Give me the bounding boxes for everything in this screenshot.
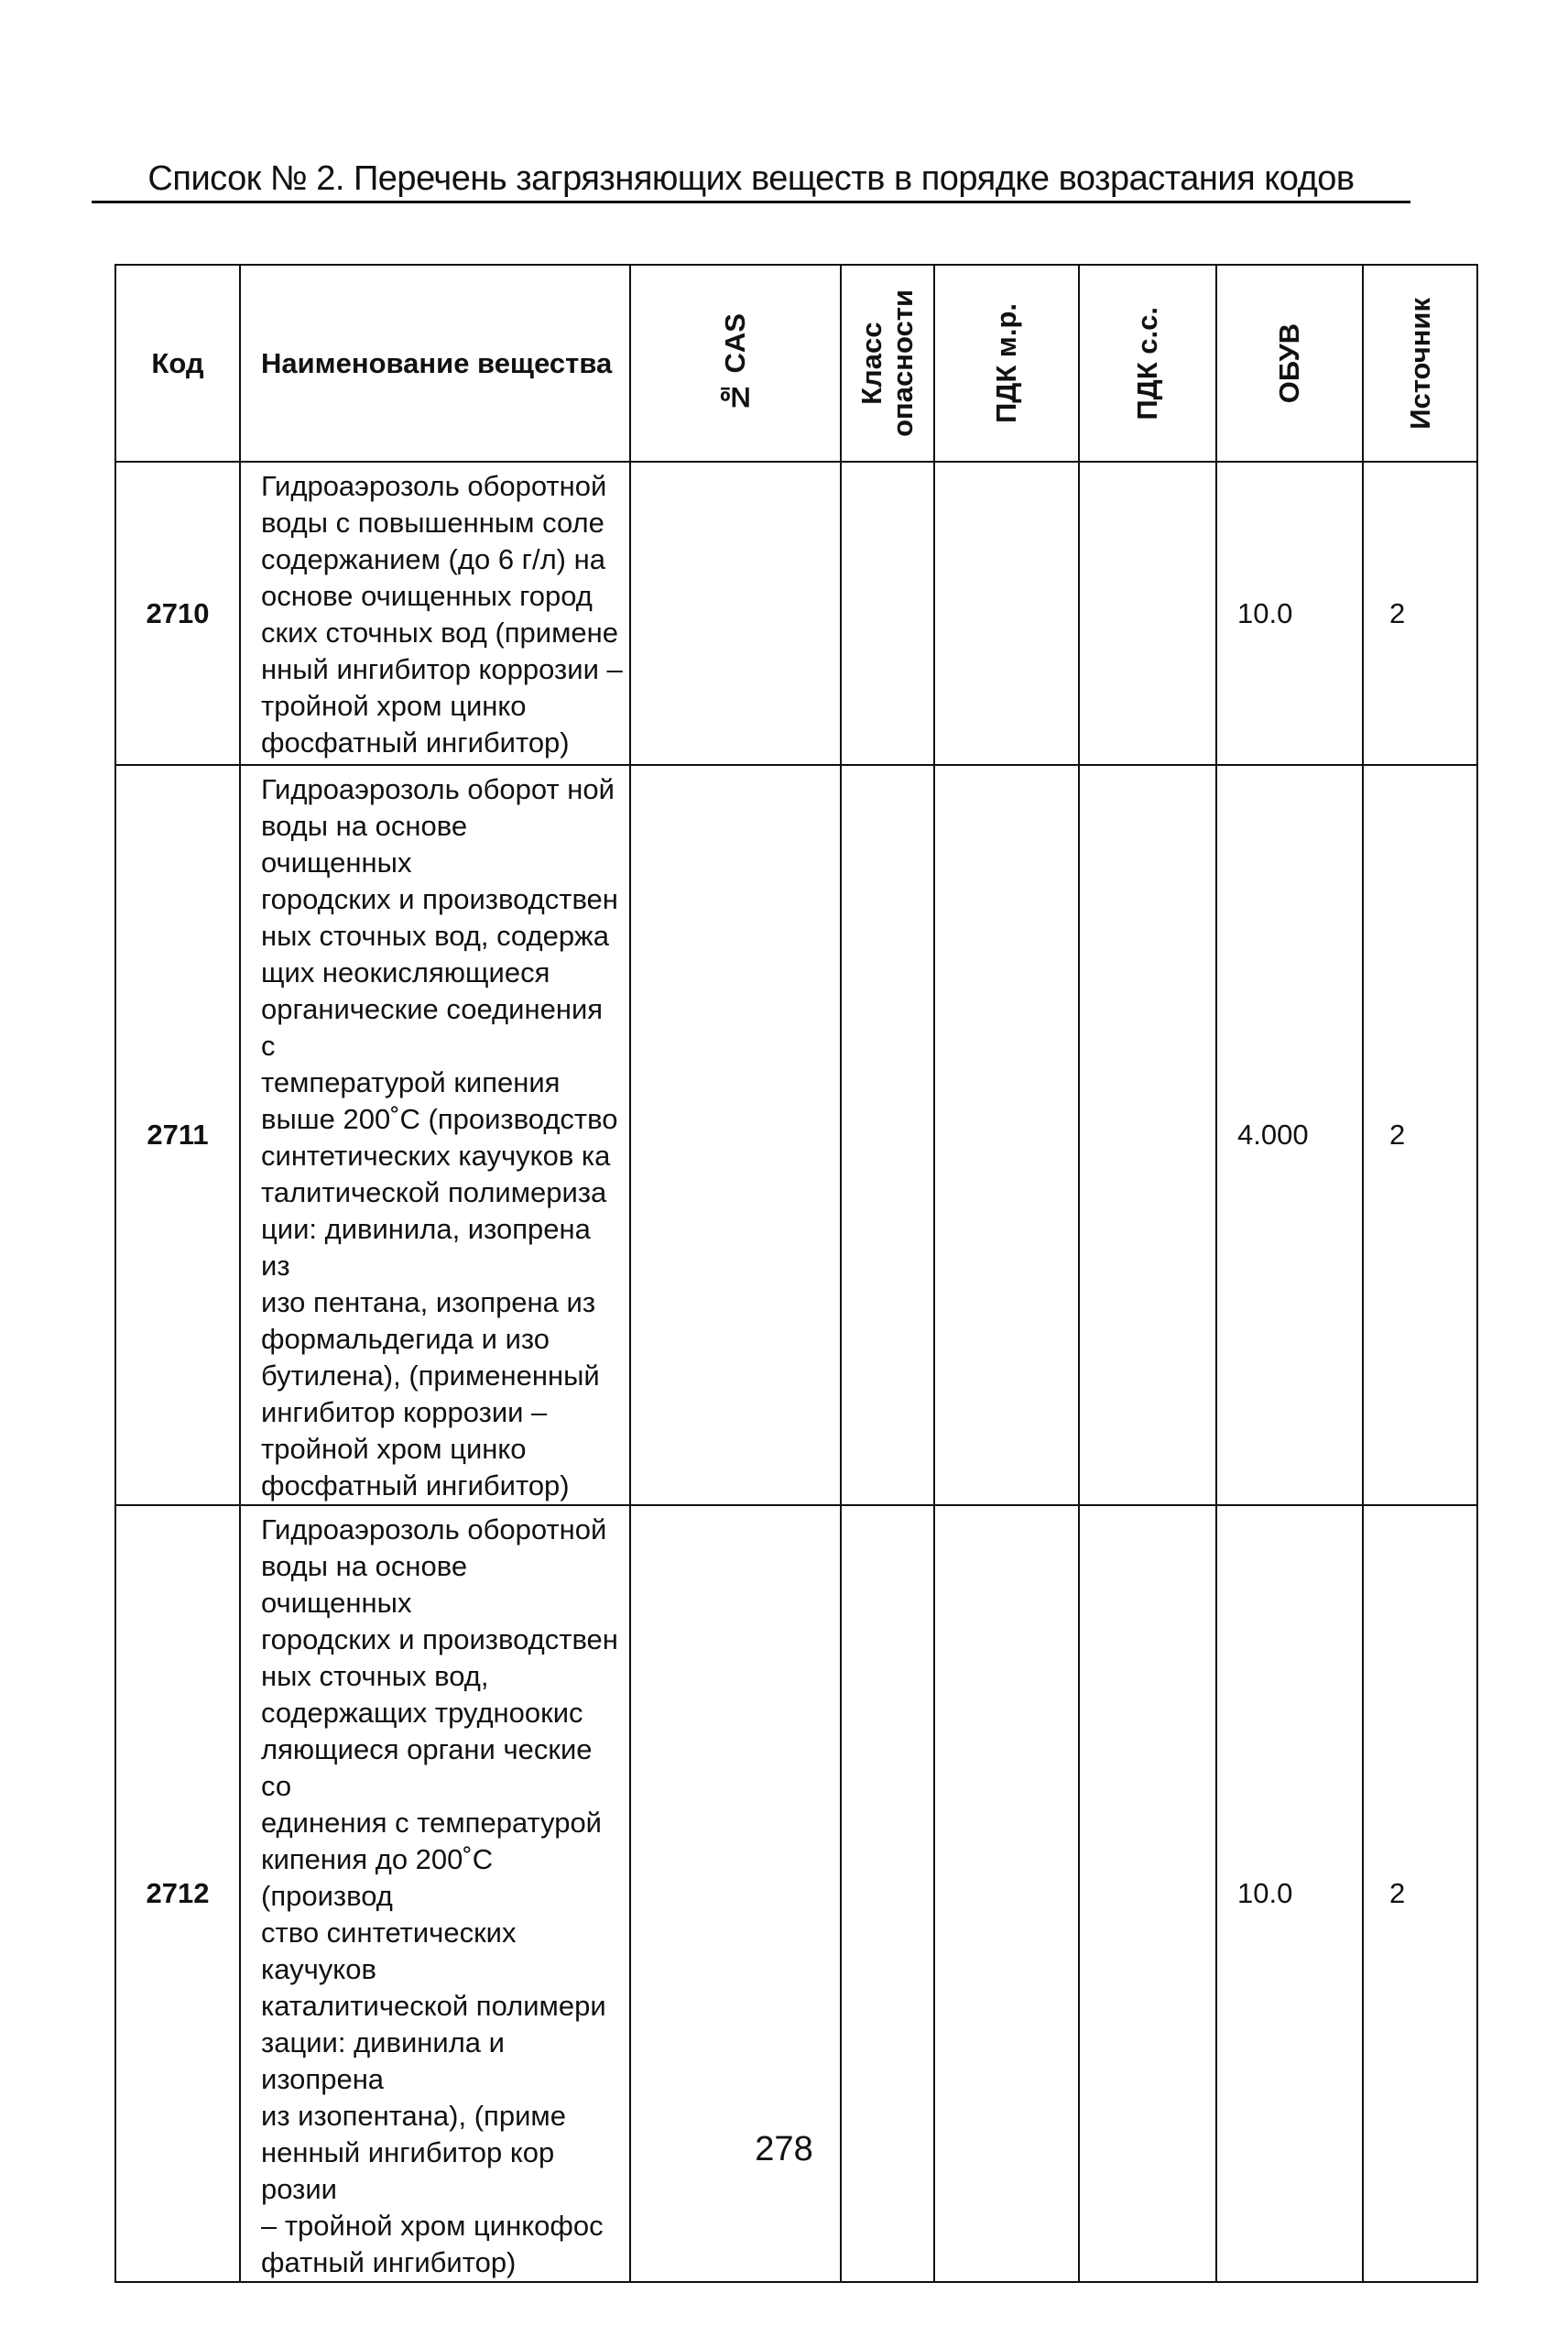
table-row: [115, 462, 1477, 765]
column-header-obuv-label: ОБУВ: [1273, 322, 1305, 404]
cell-pdk-mr: [934, 765, 1079, 1505]
cell-cas: [630, 462, 841, 765]
cell-obuv: 10.0: [1216, 462, 1363, 765]
column-header-pdk-mr: [934, 265, 1079, 462]
cell-pdk-ss: [1079, 765, 1216, 1505]
substances-table: [114, 264, 1478, 2283]
cell-pdk-ss: [1079, 462, 1216, 765]
column-header-code: Код: [115, 265, 240, 462]
header-rule: [92, 201, 1410, 203]
cell-code: 2710: [115, 462, 240, 765]
column-header-obuv: [1216, 265, 1363, 462]
cell-source: 2: [1363, 765, 1477, 1505]
cell-obuv: 10.0: [1216, 1505, 1363, 2282]
cell-hazard-class: [841, 462, 934, 765]
cell-substance-name: Гидроаэрозоль оборот ной воды на основе очищенных городских и производствен ных сточных вод, содержа щих неокисляющиеся органические соединения с температурой кипения выше 200˚С (производство синтетических каучуков ка талитической полимериза ции: дивинила, изопрена из изо пентана, изопрена из формальдегида и изо бутилена), (примененный ингибитор коррозии – тройной хром цинко фосфатный ингибитор): [240, 765, 630, 1505]
cell-cas: [630, 765, 841, 1505]
page-number: 278: [755, 2130, 813, 2168]
column-header-pdk-mr-label: ПДК м.р.: [990, 303, 1022, 423]
page-header-title: Список № 2. Перечень загрязняющих веществ в порядке возрастания кодов: [147, 159, 1355, 198]
cell-code: 2712: [115, 1505, 240, 2282]
cell-pdk-mr: [934, 462, 1079, 765]
column-header-cas: [630, 265, 841, 462]
column-header-name: Наименование вещества: [240, 265, 630, 462]
table-header-row: [115, 265, 1477, 462]
cell-code: 2711: [115, 765, 240, 1505]
column-header-hazard-class-label: Класс опасности: [855, 289, 919, 437]
cell-obuv: 4.000: [1216, 765, 1363, 1505]
cell-source: 2: [1363, 462, 1477, 765]
column-header-source: [1363, 265, 1477, 462]
cell-source: 2: [1363, 1505, 1477, 2282]
cell-substance-name: Гидроаэрозоль оборотной воды с повышенным соле содержанием (до 6 г/л) на основе очищенных город ских сточных вод (примене нный ингибитор коррозии – тройной хром цинко фосфатный ингибитор): [240, 462, 630, 765]
column-header-cas-label: № CAS: [719, 312, 751, 414]
column-header-source-label: Источник: [1403, 297, 1436, 430]
column-header-hazard-class: [841, 265, 934, 462]
cell-substance-name: Гидроаэрозоль оборотной воды на основе очищенных городских и производствен ных сточных вод, содержащих трудноокис ляющиеся органи ческие со единения с температурой кипения до 200˚С (производ ство синтетических каучуков каталитической полимери зации: дивинила и изопрена из изопентана), (приме ненный ингибитор кор розии – тройной хром цинкофос фатный ингибитор): [240, 1505, 630, 2282]
column-header-pdk-ss-label: ПДК с.с.: [1131, 306, 1163, 420]
cell-hazard-class: [841, 765, 934, 1505]
table-row: [115, 765, 1477, 1505]
column-header-pdk-ss: [1079, 265, 1216, 462]
